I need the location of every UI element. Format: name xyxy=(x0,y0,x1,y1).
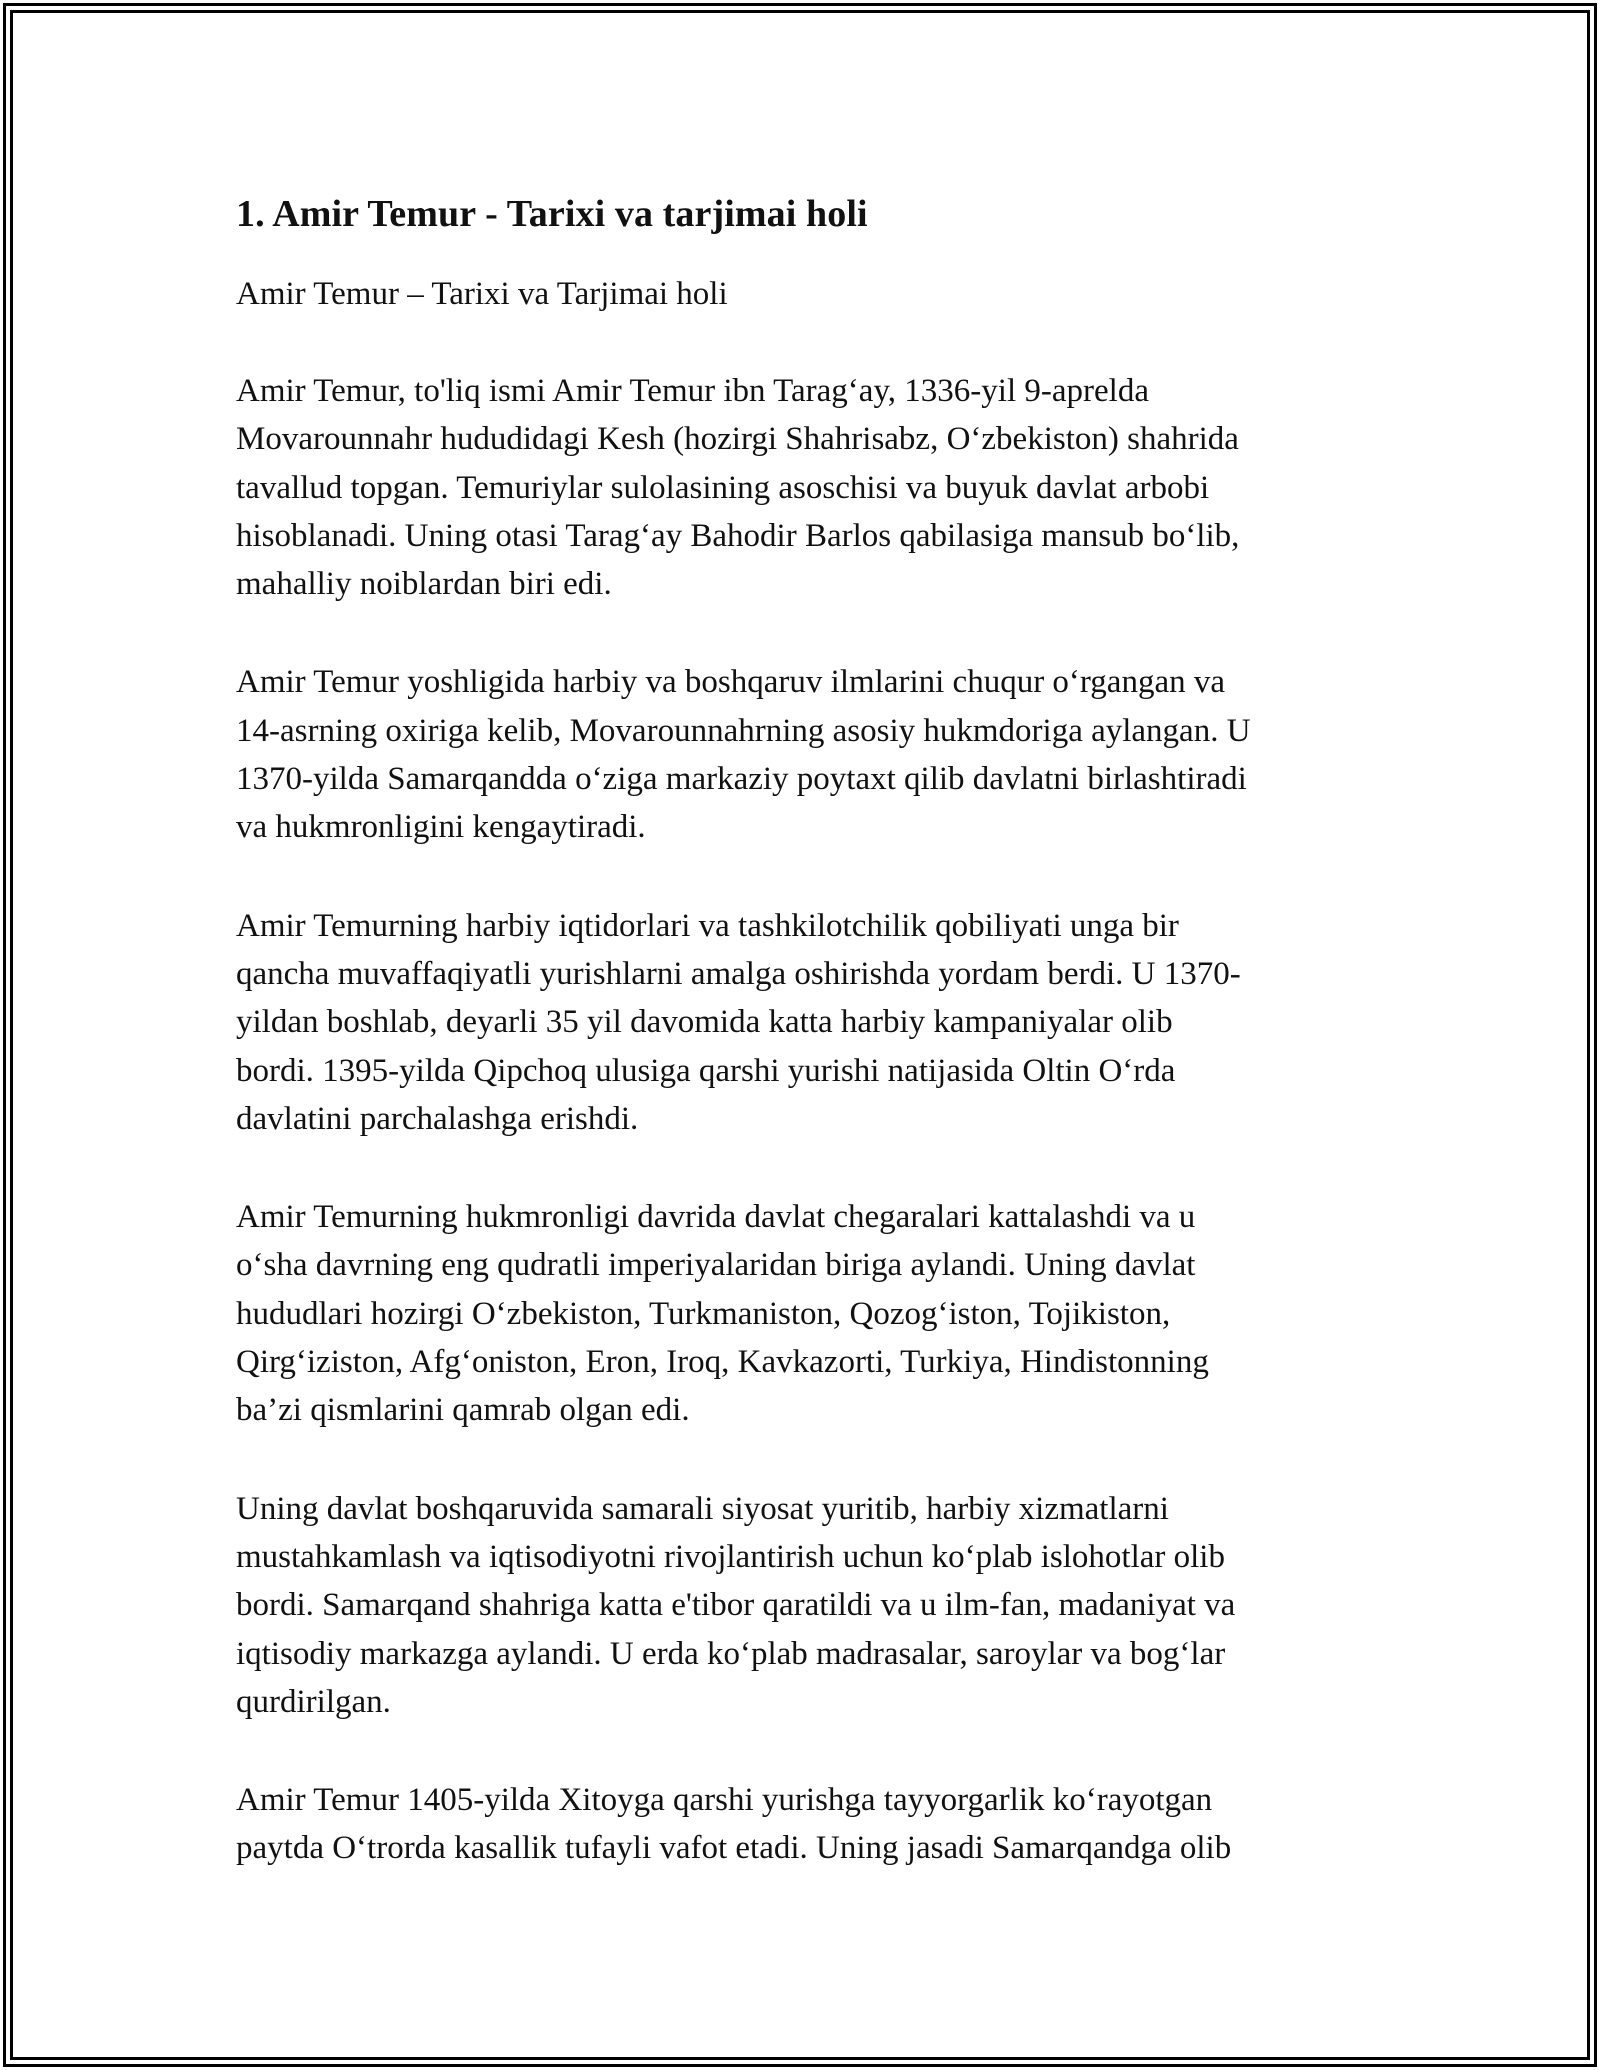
paragraph: Uning davlat boshqaruvida samarali siyosat yuritib, harbiy xizmatlarni mustahkamlash va iqtisodiyotni rivojlantirish uchun ko‘plab islohotlar olib bordi. Samarqand shahriga katta e'tibor qaratildi va u ilm-fan, madaniyat va iqtisodiy markazga aylandi. U erda ko‘plab madrasalar, saroylar va bog‘lar qurdirilgan. xyxy=(236,1490,1236,1720)
document-subtitle: Amir Temur – Tarixi va Tarjimai holi xyxy=(236,276,728,312)
document-body xyxy=(236,186,1366,1873)
paragraph: Amir Temur, to'liq ismi Amir Temur ibn Tarag‘ay, 1336-yil 9-aprelda Movarounnahr hududidagi Kesh (hozirgi Shahrisabz, O‘zbekiston) shahrida tavallud topgan. Temuriylar sulolasining asoschisi va buyuk davlat arbobi hisoblanadi. Uning otasi Tarag‘ay Bahodir Barlos qabilasiga mansub bo‘lib, mahalliy noiblardan biri edi. xyxy=(236,373,1240,603)
paragraph: Amir Temur 1405-yilda Xitoyga qarshi yurishga tayyorgarlik ko‘rayotgan paytda O‘trorda kasallik tufayli vafot etadi. Uning jasadi Samarqandga olib xyxy=(236,1782,1232,1867)
document-heading: 1. Amir Temur - Tarixi va tarjimai holi xyxy=(236,193,868,235)
paragraph: Amir Temurning hukmronligi davrida davlat chegaralari kattalashdi va u o‘sha davrning eng qudratli imperiyalaridan biriga aylandi. Uning davlat hududlari hozirgi O‘zbekiston, Turkmaniston, Qozog‘iston, Tojikiston, Qirg‘iziston, Afg‘oniston, Eron, Iroq, Kavkazorti, Turkiya, Hindistonning ba’zi qismlarini qamrab olgan edi. xyxy=(236,1199,1209,1429)
paragraph: Amir Temur yoshligida harbiy va boshqaruv ilmlarini chuqur o‘rgangan va 14-asrning oxiriga kelib, Movarounnahrning asosiy hukmdoriga aylangan. U 1370-yilda Samarqandda o‘ziga markaziy poytaxt qilib davlatni birlashtiradi va hukmronligini kengaytiradi. xyxy=(236,664,1251,846)
paragraph: Amir Temurning harbiy iqtidorlari va tashkilotchilik qobiliyati unga bir qancha muvaffaqiyatli yurishlarni amalga oshirishda yordam berdi. U 1370- yildan boshlab, deyarli 35 yil davomida katta harbiy kampaniyalar olib bordi. 1395-yilda Qipchoq ulusiga qarshi yurishi natijasida Oltin O‘rda davlatini parchalashga erishdi. xyxy=(236,907,1241,1137)
